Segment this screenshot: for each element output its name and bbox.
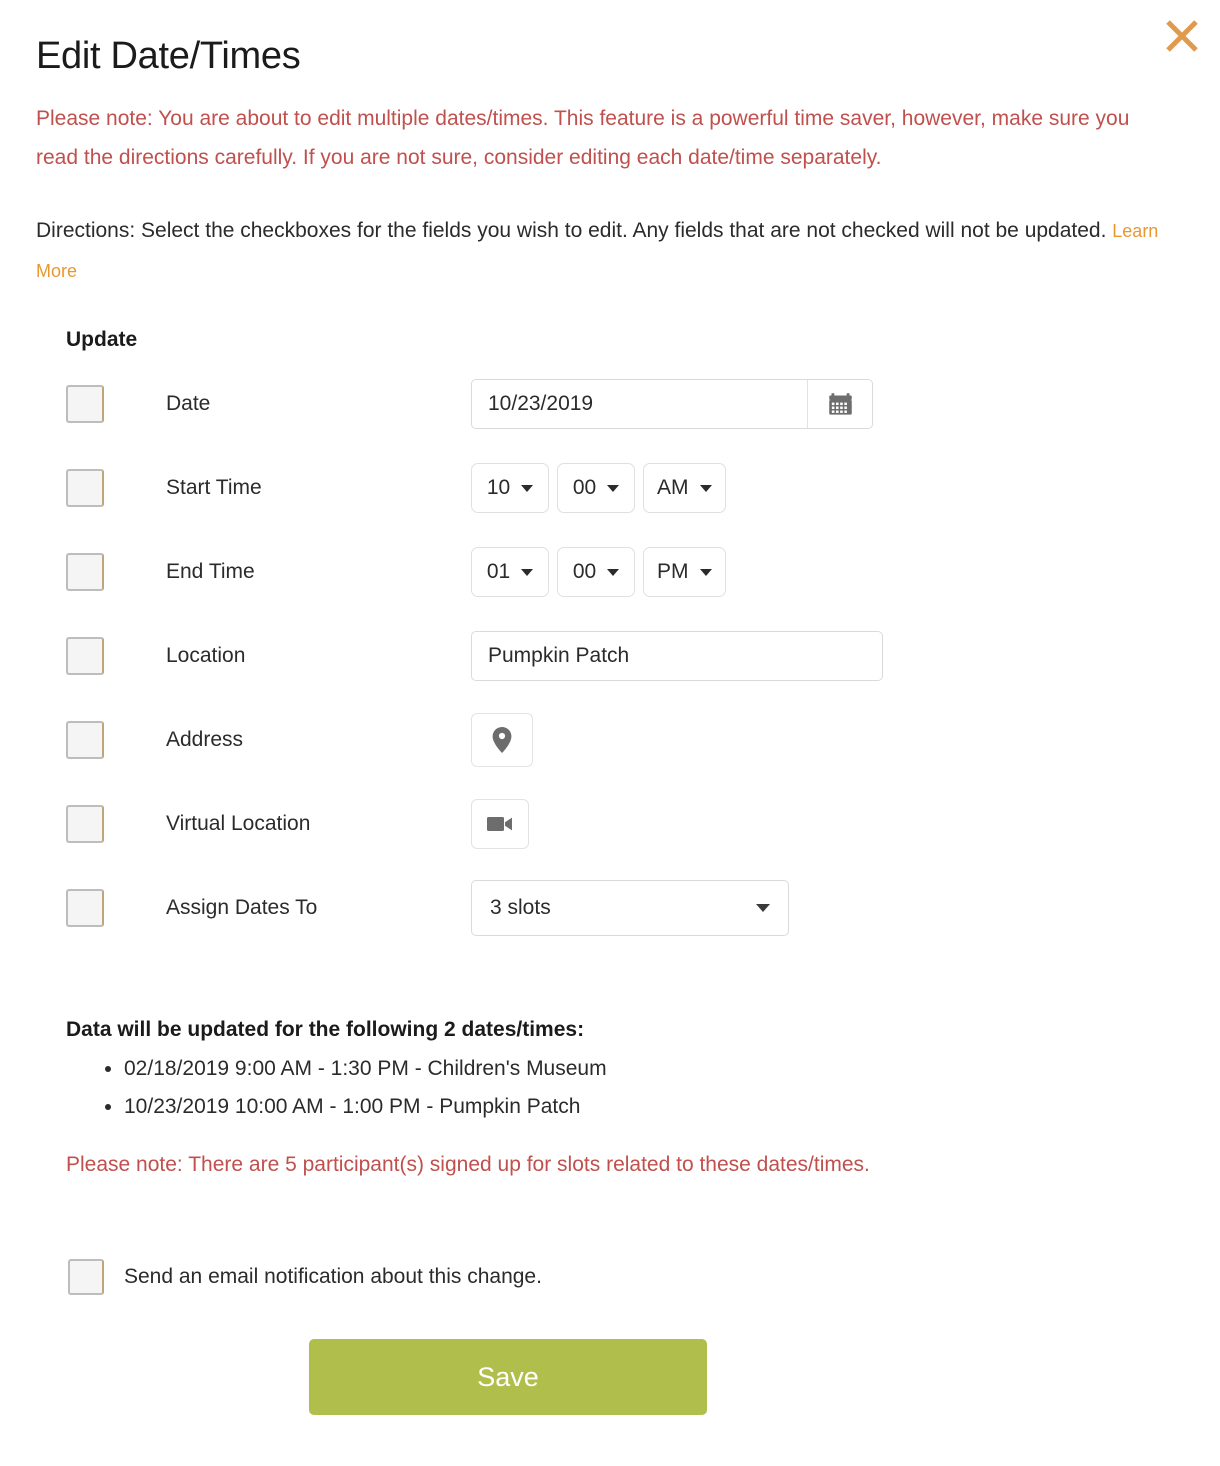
learn-more-link[interactable]: Learn More [36,221,1159,281]
save-button[interactable]: Save [309,1339,707,1415]
checkbox-virtual-location[interactable] [66,805,104,843]
start-hour-select[interactable] [471,463,549,513]
end-minute-value: 00 [572,560,597,584]
label-assign-dates: Assign Dates To [166,896,318,920]
list-item: • 10/23/2019 10:00 AM - 1:00 PM - Pumpkin Patch [124,1088,1180,1125]
form-row-end-time [66,530,1180,614]
assign-dates-control [471,880,789,936]
directions-label: Directions: Select the checkboxes for the fields you wish to edit. Any fields that are not checked will not be updated. [36,219,1107,243]
checkbox-start-time[interactable] [66,469,104,507]
email-notification-label: Send an email notification about this change. [124,1265,542,1289]
summary-list [66,1050,1180,1125]
list-item: • 02/18/2019 9:00 AM - 1:30 PM - Children's Museum [124,1050,1180,1087]
form-row-assign-dates [66,866,1180,950]
form-row-location [66,614,1180,698]
close-icon [1163,17,1201,55]
start-time-control [471,463,734,513]
label-virtual-location: Virtual Location [166,812,311,836]
checkbox-date[interactable] [66,385,104,423]
chevron-down-icon [756,904,770,912]
form-row-virtual-location [66,782,1180,866]
summary-heading: Data will be updated for the following 2 dates/times: [66,1018,585,1042]
end-meridiem-select[interactable] [643,547,726,597]
label-date: Date [166,392,211,416]
form-row-address [66,698,1180,782]
start-meridiem-value: AM [657,476,689,500]
assign-dates-value: 3 slots [490,896,551,920]
form-row-start-time [66,446,1180,530]
label-location: Location [166,644,246,668]
calendar-icon [827,391,854,418]
page-title: Edit Date/Times [36,35,301,77]
checkbox-end-time[interactable] [66,553,104,591]
calendar-button[interactable] [807,380,872,428]
label-end-time: End Time [166,560,255,584]
end-hour-value: 01 [486,560,511,584]
start-minute-value: 00 [572,476,597,500]
chevron-down-icon [521,485,533,492]
checkbox-assign-dates[interactable] [66,889,104,927]
warning-note: Please note: You are about to edit multiple dates/times. This feature is a powerful time saver, however, make sure you read the directions carefully. If you are not sure, consider editing each date/time separately. [36,106,1130,169]
form-row-date [66,362,1180,446]
start-meridiem-select[interactable] [643,463,726,513]
virtual-location-button[interactable] [471,799,529,849]
chevron-down-icon [521,569,533,576]
end-time-control [471,547,734,597]
update-heading: Update [66,328,138,352]
email-notification-row [68,1259,1180,1295]
location-input[interactable] [471,631,883,681]
chevron-down-icon [607,569,619,576]
virtual-location-control [471,799,529,849]
video-camera-icon [486,814,514,834]
chevron-down-icon [700,485,712,492]
checkbox-address[interactable] [66,721,104,759]
label-start-time: Start Time [166,476,262,500]
participant-note: Please note: There are 5 participant(s) signed up for slots related to these dates/times. [66,1153,870,1177]
label-address: Address [166,728,244,752]
date-input-group [471,379,873,429]
end-minute-select[interactable] [557,547,635,597]
start-hour-value: 10 [486,476,511,500]
directions-text [36,211,1161,290]
checkbox-email-notification[interactable] [68,1259,104,1295]
update-form [66,362,1180,950]
chevron-down-icon [700,569,712,576]
date-control [471,379,873,429]
chevron-down-icon [607,485,619,492]
assign-dates-select[interactable] [471,880,789,936]
address-button[interactable] [471,713,533,767]
start-minute-select[interactable] [557,463,635,513]
location-control [471,631,883,681]
close-button[interactable] [1160,14,1204,58]
checkbox-location[interactable] [66,637,104,675]
summary-section [66,1018,1180,1177]
end-meridiem-value: PM [657,560,689,584]
map-pin-icon [491,726,513,754]
address-control [471,713,533,767]
date-input[interactable] [472,380,807,428]
save-button-container [36,1339,1180,1415]
end-hour-select[interactable] [471,547,549,597]
